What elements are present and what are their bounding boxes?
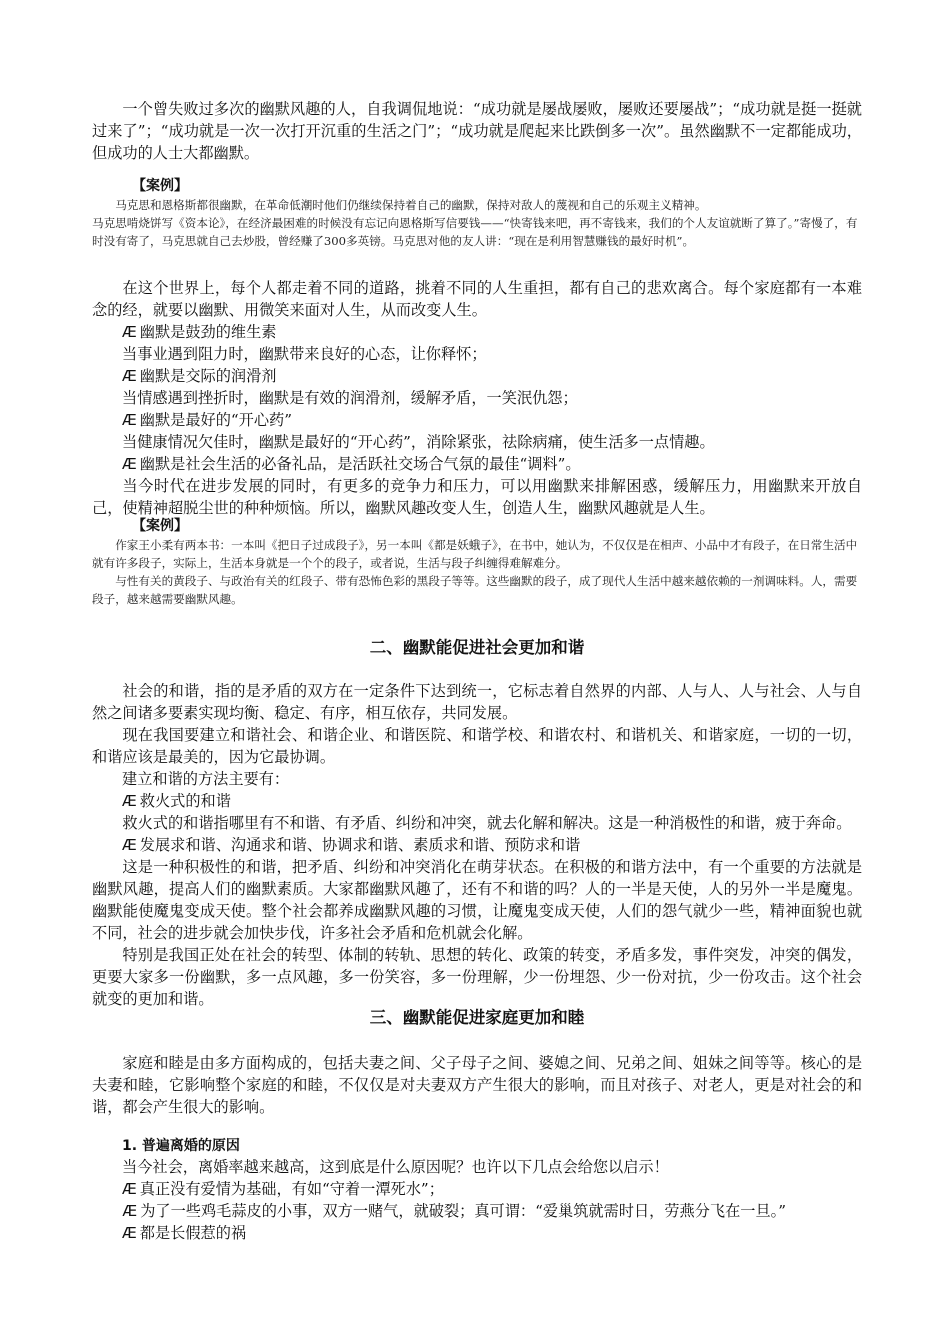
bullet-icon: Æ: [122, 367, 137, 385]
case-text: 马克思啃烧饼写《资本论》，在经济最困难的时候没有忘记向恩格斯写信要钱——“快寄钱来吧，再不寄钱来，我们的个人友谊就断了算了。”寄慢了，有时没有寄了，马克思就自己去炒股，曾经赚了300多英镑。马克思对他的友人讲：“现在是利用智慧赚钱的最好时机”。: [92, 216, 858, 248]
paragraph: 在这个世界上，每个人都走着不同的道路，挑着不同的人生重担，都有自己的悲欢离合。每个家庭都有一本难念的经，就要以幽默、用微笑来面对人生，从而改变人生。: [92, 279, 862, 319]
bullet-item: Æ 发展求和谐、沟通求和谐、协调求和谐、素质求和谐、预防求和谐: [122, 836, 581, 854]
humor-benefits-block: [92, 277, 862, 519]
bullet-item: Æ 幽默是交际的润滑剂: [122, 367, 277, 385]
paragraph-line: 当事业遇到阻力时，幽默带来良好的心态，让你释怀；: [122, 345, 487, 363]
paragraph: 当今时代在进步发展的同时，有更多的竞争力和压力，可以用幽默来排解困惑，缓解压力，用幽默来开放自己，使精神超脱尘世的种种烦恼。所以，幽默风趣改变人生，创造人生，幽默风趣就是人生。: [92, 477, 862, 517]
paragraph: 救火式的和谐指哪里有不和谐、有矛盾、纠纷和冲突，就去化解和解决。这是一种消极性的和谐，疲于奔命。: [122, 814, 852, 832]
bullet-item: Æ 为了一些鸡毛蒜皮的小事，双方一赌气，就破裂；真可谓：“爱巢筑就需时日，劳燕分飞在一旦。”: [122, 1202, 786, 1220]
bullet-item: Æ 幽默是社会生活的必备礼品，是活跃社交场合气氛的最佳“调料”。: [122, 455, 581, 473]
paragraph-line: 当健康情况欠佳时，幽默是最好的“开心药”，消除紧张，祛除病痛，使生活多一点情趣。: [122, 433, 715, 451]
paragraph-line: 建立和谐的方法主要有：: [122, 770, 290, 788]
paragraph: 社会的和谐，指的是矛盾的双方在一定条件下达到统一，它标志着自然界的内部、人与人、人与社会、人与自然之间诸多要素实现均衡、稳定、有序，相互依存，共同发展。: [92, 682, 862, 722]
case-text: 马克思和恩格斯都很幽默，在革命低潮时他们仍继续保持着自己的幽默，保持对敌人的蔑视和自己的乐观主义精神。: [115, 198, 707, 212]
paragraph: 家庭和睦是由多方面构成的，包括夫妻之间、父子母子之间、婆媳之间、兄弟之间、姐妹之间等等。核心的是夫妻和睦，它影响整个家庭的和睦，不仅仅是对夫妻双方产生很大的影响，而且对孩子、对老人，更是对社会的和谐，都会产生很大的影响。: [92, 1054, 862, 1116]
intro-paragraph: 一个曾失败过多次的幽默风趣的人，自我调侃地说：“成功就是屡战屡败，屡败还要屡战”；“成功就是挺一挺就过来了”；“成功就是一次一次打开沉重的生活之门”；“成功就是爬起来比跌倒多一次”。虽然幽默不一定都能成功，但成功的人士大都幽默。: [92, 100, 862, 162]
bullet-icon: Æ: [122, 455, 137, 473]
section-title: 二、幽默能促进社会更加和谐: [369, 638, 585, 657]
section-3: [92, 1006, 862, 1244]
intro-block: [92, 98, 862, 164]
bullet-icon: Æ: [122, 792, 137, 810]
paragraph: 这是一种积极性的和谐，把矛盾、纠纷和冲突消化在萌芽状态。在积极的和谐方法中，有一个重要的方法就是幽默风趣，提高人们的幽默素质。大家都幽默风趣了，还有不和谐的吗？人的一半是天使，人的另外一半是魔鬼。幽默能使魔鬼变成天使。整个社会都养成幽默风趣的习惯，让魔鬼变成天使，人们的怨气就少一些，精神面貌也就不同，社会的进步就会加快步伐，许多社会矛盾和危机就会化解。: [92, 858, 862, 942]
paragraph: 特别是我国正处在社会的转型、体制的转轨、思想的转化、政策的转变，矛盾多发，事件突发，冲突的偶发，更要大家多一份幽默，多一点风趣，多一份笑容，多一份理解，少一份埋怨、少一份对抗，少一份攻击。这个社会就变的更加和谐。: [92, 946, 862, 1008]
bullet-item: Æ 真正没有爱情为基础，有如“守着一潭死水”；: [122, 1180, 444, 1198]
subsection-heading: 1. 普遍离婚的原因: [122, 1138, 240, 1154]
section-2: [92, 636, 862, 1010]
bullet-icon: Æ: [122, 1180, 137, 1198]
case-2: [92, 516, 862, 608]
case-1: [92, 176, 862, 250]
case-text: 与性有关的黄段子、与政治有关的红段子、带有恐怖色彩的黑段子等等。这些幽默的段子，成了现代人生活中越来越依赖的一剂调味料。人，需要段子，越来越需要幽默风趣。: [92, 574, 858, 606]
section-title: 三、幽默能促进家庭更加和睦: [369, 1008, 585, 1027]
case-text: 作家王小柔有两本书：一本叫《把日子过成段子》，另一本叫《都是妖蛾子》，在书中，她认为，不仅仅是在相声、小品中才有段子，在日常生活中就有许多段子，实际上，生活本身就是一个个的段子，或者说，生活与段子纠缠得难解难分。: [92, 538, 858, 570]
paragraph: 现在我国要建立和谐社会、和谐企业、和谐医院、和谐学校、和谐农村、和谐机关、和谐家庭，一切的一切，和谐应该是最美的，因为它最协调。: [92, 726, 862, 766]
case-heading: 【案例】: [132, 178, 188, 194]
bullet-item: Æ 幽默是最好的“开心药”: [122, 411, 293, 429]
paragraph-line: 当情感遇到挫折时，幽默是有效的润滑剂，缓解矛盾，一笑泯仇怨；: [122, 389, 578, 407]
bullet-icon: Æ: [122, 411, 137, 429]
paragraph-line: 当今社会，离婚率越来越高，这到底是什么原因呢？也许以下几点会给您以启示！: [122, 1158, 669, 1176]
case-heading: 【案例】: [132, 518, 188, 534]
bullet-item: Æ 救火式的和谐: [122, 792, 231, 810]
bullet-icon: Æ: [122, 1202, 138, 1220]
bullet-item: Æ 幽默是鼓劲的维生素: [122, 323, 277, 341]
bullet-item: Æ 都是长假惹的祸: [122, 1224, 247, 1242]
bullet-icon: Æ: [122, 1224, 137, 1242]
bullet-icon: Æ: [122, 323, 137, 341]
bullet-icon: Æ: [122, 836, 137, 854]
